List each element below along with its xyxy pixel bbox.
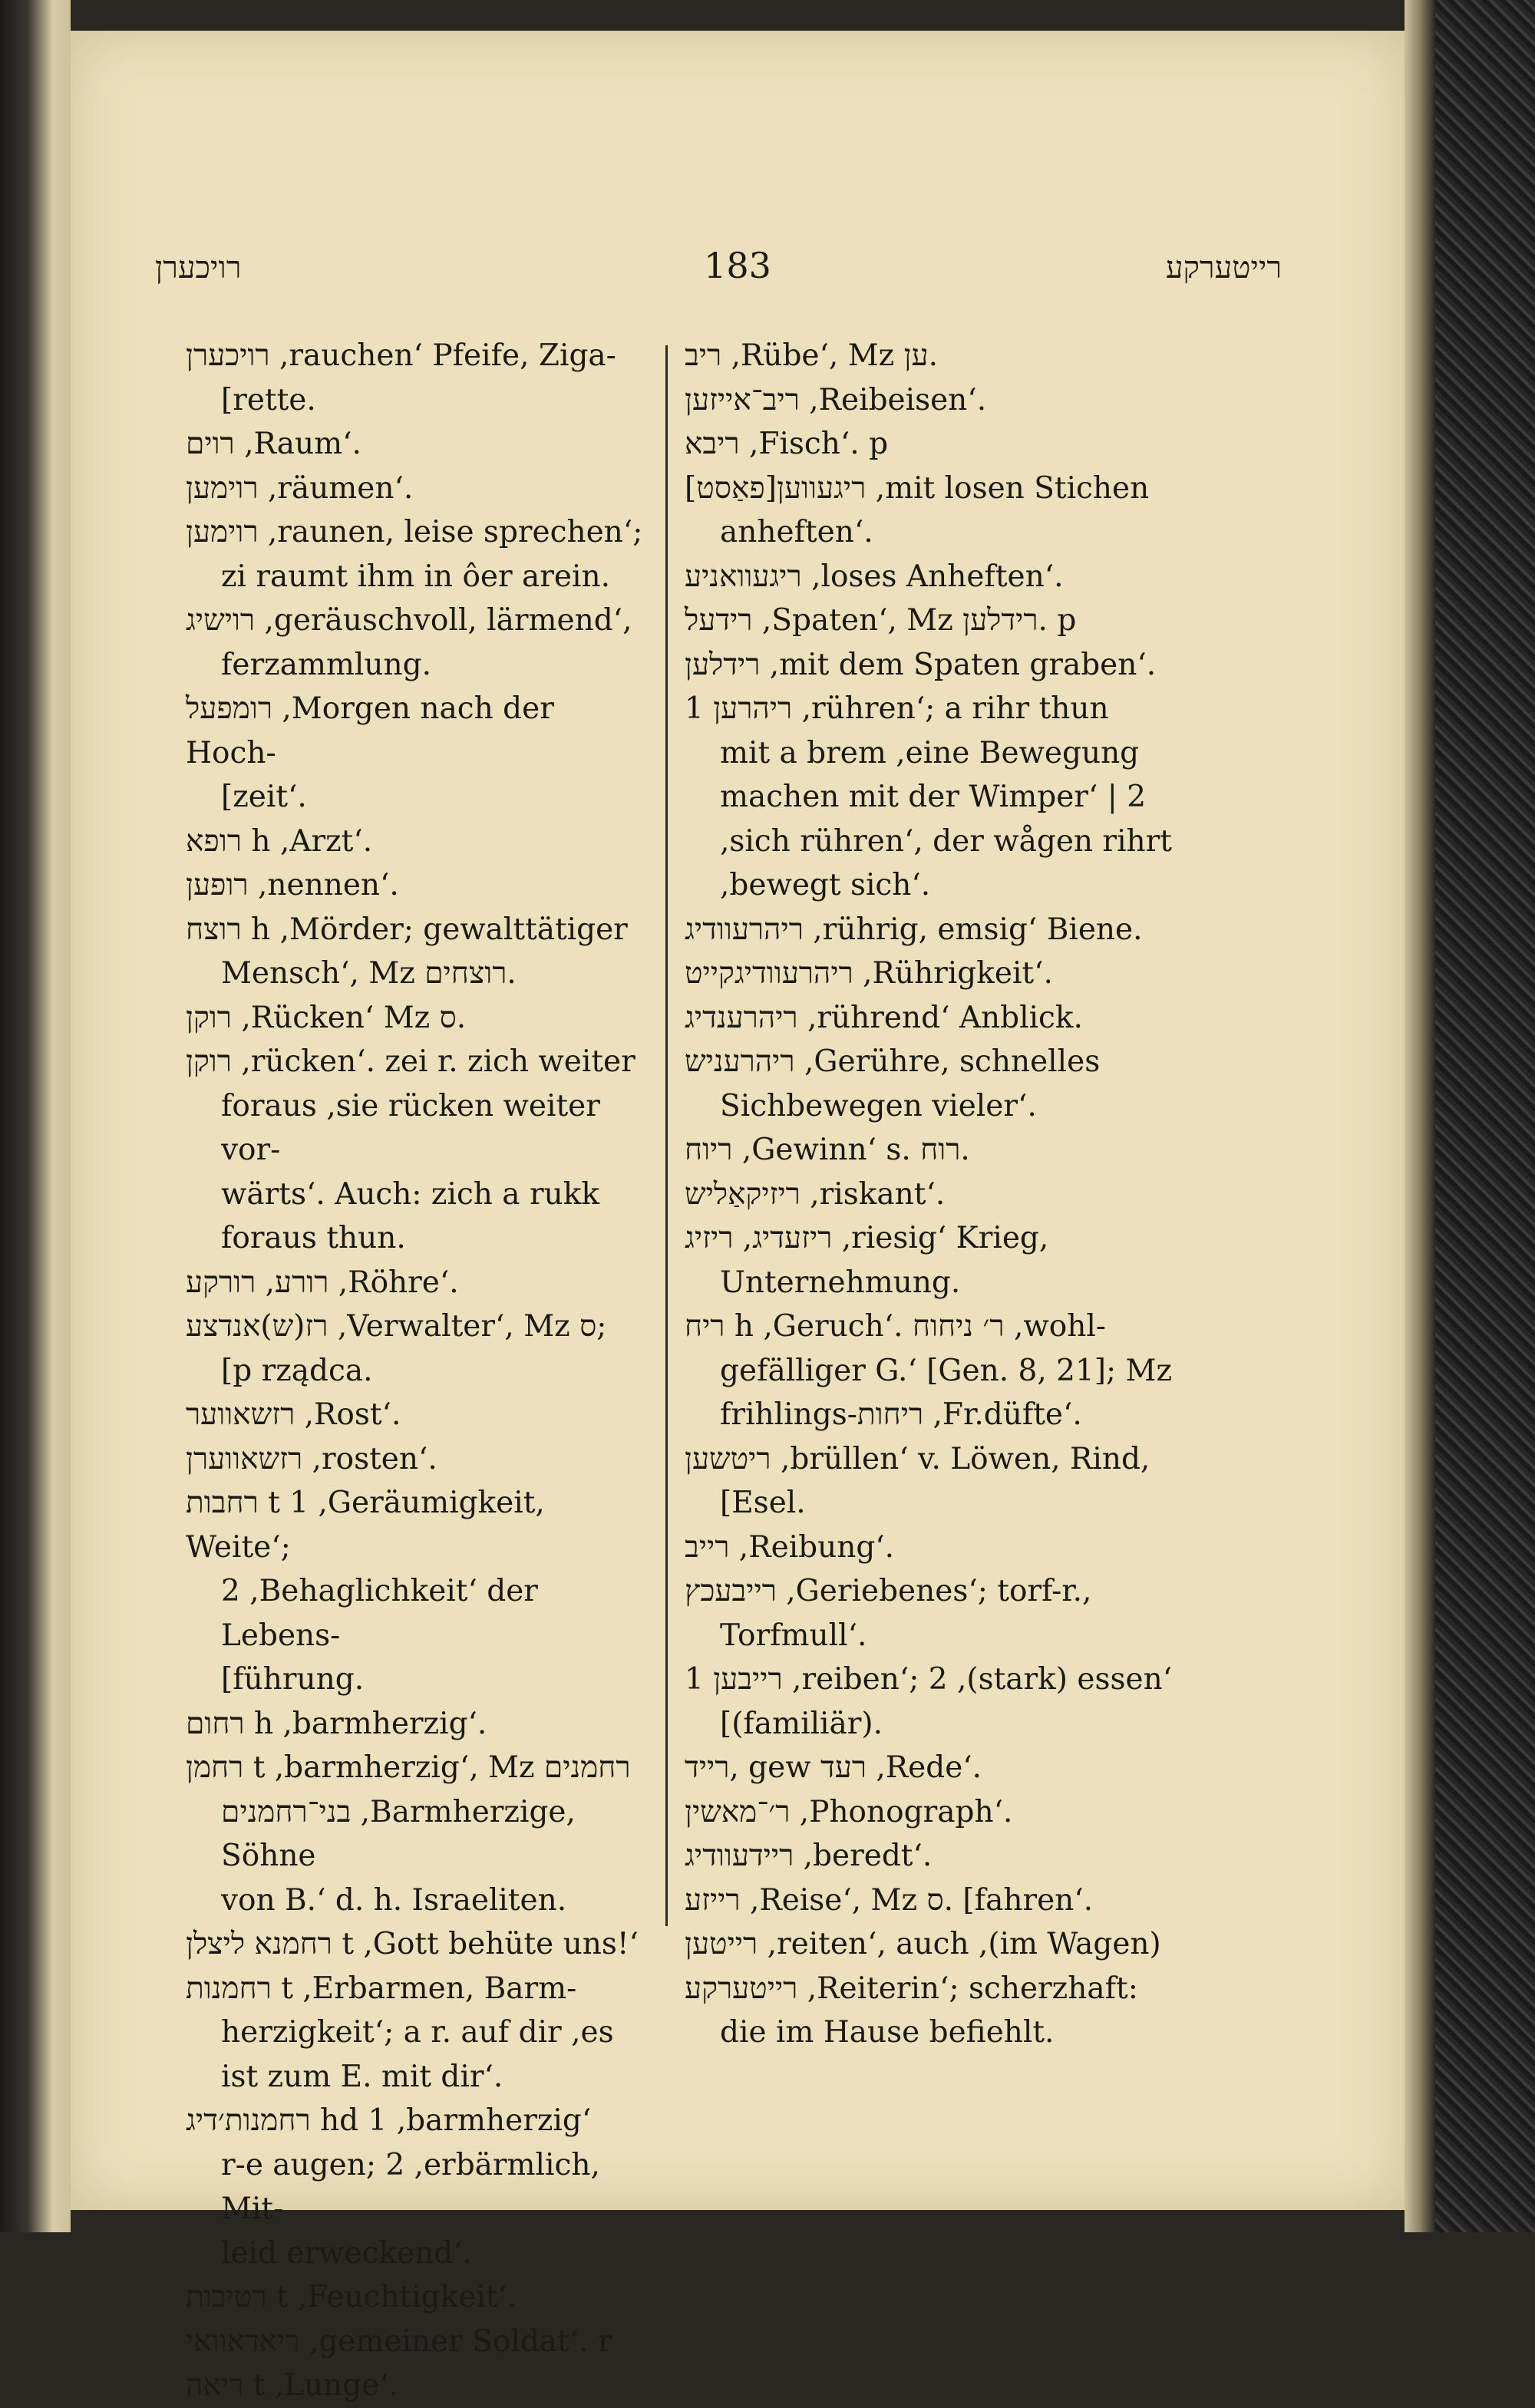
entry-headline: רייטערקע ,Reiterin‘; scherzhaft: — [685, 1971, 1138, 2006]
dictionary-entry — [186, 2320, 650, 2364]
entry-headline: רחמנא ליצלן t ,Gott behüte uns!‘ — [186, 1927, 639, 1961]
entry-headline: רורע, רורקע ,Röhre‘. — [186, 1265, 459, 1300]
left-column — [186, 334, 650, 2408]
entry-headline: ריח h ,Geruch‘. ר׳ ניחוח ,wohl- — [685, 1309, 1106, 1344]
entry-headline: רייזע ,Reise‘, Mz ס. [fahren‘. — [685, 1882, 1094, 1918]
entry-headline: רויכערן ,rauchen‘ Pfeife, Ziga- — [186, 338, 616, 373]
dictionary-entry — [685, 1305, 1191, 1437]
entry-continuation: בני־רחמנים ,Barmherzige, Söhne — [221, 1794, 576, 1873]
entry-continuation: leid erweckend‘. — [221, 2235, 473, 2271]
dictionary-entry — [685, 1128, 1191, 1173]
entry-headline: רידעל ,Spaten‘, Mz רידלען. p — [685, 603, 1077, 638]
dictionary-entry — [186, 510, 650, 599]
book-gutter-left — [0, 0, 71, 2232]
dictionary-entry — [186, 334, 650, 422]
page-number: 183 — [704, 245, 771, 286]
entry-continuation: ferzammlung. — [221, 647, 431, 682]
entry-continuation: von B.‘ d. h. Israeliten. — [221, 1882, 567, 1918]
entry-headline: רידלען ,mit dem Spaten graben‘. — [685, 647, 1157, 682]
dictionary-entry — [186, 1261, 650, 1305]
entry-continuation: machen mit der Wimper‘ | 2 — [720, 780, 1147, 814]
dictionary-entry — [685, 952, 1191, 996]
entry-headline: רוים ,Raum‘. — [186, 427, 361, 461]
entry-continuation: [(familiär). — [720, 1706, 883, 1741]
book-edge-right — [1405, 0, 1535, 2232]
entry-headline: ריזיקאַליש ,riskant‘. — [685, 1176, 946, 1212]
dictionary-entry — [186, 2275, 650, 2320]
entry-headline: רזשאווער ,Rost‘. — [186, 1397, 401, 1432]
entry-headline: ריהרעוודיג ,rührig, emsig‘ Biene. — [685, 912, 1143, 947]
dictionary-entry — [186, 1922, 650, 1967]
entry-continuation: [rette. — [221, 382, 316, 417]
dictionary-entry — [685, 1437, 1191, 1526]
dictionary-entry — [186, 1305, 650, 1393]
dictionary-entry — [685, 467, 1191, 555]
dictionary-entry — [685, 643, 1191, 688]
dictionary-entry — [186, 2363, 650, 2408]
entry-continuation: Sichbewegen vieler‘. — [720, 1088, 1037, 1123]
entry-headline: רופען ,nennen‘. — [186, 868, 399, 902]
entry-continuation: r-e augen; 2 ,erbärmlich, Mit- — [221, 2147, 600, 2226]
entry-continuation: foraus ,sie rücken weiter vor- — [221, 1088, 600, 1167]
entry-headline: ריאדאוואי ,gemeiner Soldat‘. r — [186, 2324, 612, 2359]
entry-headline: רייד, gew רעד ,Rede‘. — [685, 1750, 982, 1785]
dictionary-entry — [685, 378, 1191, 423]
entry-headline: ריב ,Rübe‘, Mz ען. — [685, 338, 938, 373]
entry-continuation: wärts‘. Auch: zich a rukk — [221, 1176, 599, 1212]
entry-headline: ריאה t ,Lunge‘. — [186, 2368, 399, 2403]
entry-headline: רוישיג ,geräuschvoll, lärmend‘, — [186, 603, 632, 638]
dictionary-entry — [186, 1481, 650, 1702]
dictionary-entry — [685, 1922, 1191, 1967]
dictionary-entry — [685, 555, 1191, 599]
entry-continuation: Mensch‘, Mz רוצחים. — [221, 956, 517, 991]
dictionary-entry — [685, 1526, 1191, 1570]
dictionary-entry — [186, 1967, 650, 2100]
dictionary-entry — [685, 599, 1191, 643]
dictionary-entry — [186, 467, 650, 511]
entry-headline: רייבען 1 ,reiben‘; 2 ,(stark) essen‘ — [685, 1662, 1173, 1697]
entry-headline: רוימען ,raunen, leise sprechen‘; — [186, 515, 643, 549]
entry-headline: רוימען ,räumen‘. — [186, 470, 414, 506]
dictionary-entry — [685, 1173, 1191, 1217]
dictionary-entry — [685, 996, 1191, 1041]
entry-headline: רחמנות׳דיג hd 1 ,barmherzig‘ — [186, 2103, 592, 2138]
entry-continuation: [führung. — [221, 1662, 365, 1697]
dictionary-entry — [685, 1967, 1191, 2055]
entry-continuation: foraus thun. — [221, 1221, 406, 1255]
entry-headline: ריזעדיג, ריזיג ,riesig‘ Krieg, — [685, 1221, 1049, 1255]
dictionary-entry — [186, 2099, 650, 2275]
dictionary-entry — [186, 1702, 650, 1747]
dictionary-entry — [685, 1040, 1191, 1128]
entry-headline: רוקן ,rücken‘. zei r. zich weiter — [186, 1044, 635, 1079]
entry-continuation: [zeit‘. — [221, 780, 307, 814]
entry-headline: ריידעוודיג ,beredt‘. — [685, 1839, 933, 1873]
dictionary-entry — [685, 1569, 1191, 1658]
dictionary-entry — [685, 908, 1191, 952]
right-column — [685, 334, 1191, 2055]
dictionary-entry — [186, 863, 650, 908]
dictionary-entry — [685, 1658, 1191, 1746]
entry-headline: רייטען ,reiten‘, auch ,(im Wagen) — [685, 1927, 1161, 1961]
entry-headline: רוקן ,Rücken‘ Mz ס. — [186, 1000, 467, 1035]
entry-continuation: ,sich rühren‘, der wågen rihrt — [720, 823, 1172, 859]
dictionary-entry — [685, 1216, 1191, 1305]
entry-continuation: frihlings-ריחות ,Fr.düfte‘. — [720, 1397, 1082, 1432]
entry-headline: רוצח h ,Mörder; gewalttätiger — [186, 912, 628, 947]
entry-headline: רחמן t ,barmherzig‘, Mz רחמנים — [186, 1750, 631, 1785]
entry-continuation: mit a brem ,eine Bewegung — [720, 735, 1140, 770]
entry-continuation: ,bewegt sich‘. — [720, 868, 931, 902]
entry-headline: [פאַסט]ריגעווען ,mit losen Stichen — [685, 470, 1150, 506]
entry-continuation: ist zum E. mit dir‘. — [221, 2059, 503, 2094]
entry-headline: ריטשען ,brüllen‘ v. Löwen, Rind, — [685, 1441, 1150, 1476]
dictionary-page — [71, 31, 1405, 2403]
dictionary-entry — [685, 687, 1191, 908]
running-head — [71, 245, 1405, 295]
entry-continuation: Torfmull‘. — [720, 1618, 867, 1653]
entry-headline: רומפעל ,Morgen nach der Hoch- — [186, 691, 554, 770]
entry-headline: ריגעוואניע ,loses Anheften‘. — [685, 559, 1064, 594]
entry-continuation: anheften‘. — [720, 515, 873, 549]
entry-continuation: gefälliger G.‘ [Gen. 8, 21]; Mz — [720, 1353, 1173, 1388]
header-right-word: רייטערקע — [1165, 250, 1282, 285]
dictionary-entry — [186, 687, 650, 820]
entry-headline: ריבא ,Fisch‘. p — [685, 427, 889, 461]
entry-continuation: zi raumt ihm in ôer arein. — [221, 559, 610, 594]
dictionary-entry — [685, 1790, 1191, 1835]
dictionary-entry — [186, 996, 650, 1041]
dictionary-entry — [186, 599, 650, 687]
dictionary-entry — [186, 422, 650, 467]
entry-headline: רופא h ,Arzt‘. — [186, 823, 373, 859]
entry-headline: ריב־אייזען ,Reibeisen‘. — [685, 382, 987, 417]
entry-continuation: 2 ,Behaglichkeit‘ der Lebens- — [221, 1574, 538, 1653]
header-left-word: רויכערן — [155, 250, 242, 285]
dictionary-entry — [685, 422, 1191, 467]
entry-continuation: [Esel. — [720, 1486, 806, 1520]
entry-headline: רז(ש)אנדצע ,Verwalter‘, Mz ס; — [186, 1309, 607, 1344]
dictionary-entry — [685, 334, 1191, 378]
column-divider — [665, 345, 668, 1926]
entry-headline: ריהרענדיג ,rührend‘ Anblick. — [685, 1000, 1083, 1035]
entry-headline: ריהרעוודיגקייט ,Rührigkeit‘. — [685, 956, 1053, 991]
entry-continuation: herzigkeit‘; a r. auf dir ,es — [221, 2015, 614, 2050]
dictionary-entry — [685, 1746, 1191, 1790]
entry-continuation: die im Hause befiehlt. — [720, 2015, 1055, 2050]
entry-headline: רחמנות t ,Erbarmen, Barm- — [186, 1971, 577, 2006]
entry-headline: רחבות t 1 ,Geräumigkeit, Weite‘; — [186, 1486, 545, 1565]
entry-continuation: [p rządca. — [221, 1353, 373, 1388]
entry-headline: רזשאווערן ,rosten‘. — [186, 1441, 437, 1476]
dictionary-entry — [186, 908, 650, 996]
entry-headline: ריהרען 1 ,rühren‘; a rihr thun — [685, 691, 1109, 726]
dictionary-entry — [186, 820, 650, 864]
dictionary-entry — [186, 1040, 650, 1261]
entry-headline: ר׳־מאשין ,Phonograph‘. — [685, 1794, 1013, 1829]
entry-continuation: Unternehmung. — [720, 1265, 961, 1300]
entry-headline: רטיבות t ,Feuchtigkeit‘. — [186, 2280, 517, 2314]
dictionary-entry — [186, 1437, 650, 1482]
dictionary-entry — [685, 1834, 1191, 1879]
entry-headline: רחום h ,barmherzig‘. — [186, 1706, 487, 1741]
dictionary-entry — [685, 1879, 1191, 1923]
entry-headline: ריהרעניש ,Gerühre, schnelles — [685, 1044, 1101, 1079]
entry-headline: ריוח ,Gewinn‘ s. רוח. — [685, 1133, 970, 1167]
dictionary-entry — [186, 1746, 650, 1922]
entry-headline: רייב ,Reibung‘. — [685, 1529, 895, 1565]
entry-headline: רייבעכץ ,Geriebenes‘; torf-r., — [685, 1574, 1092, 1608]
dictionary-entry — [186, 1393, 650, 1437]
